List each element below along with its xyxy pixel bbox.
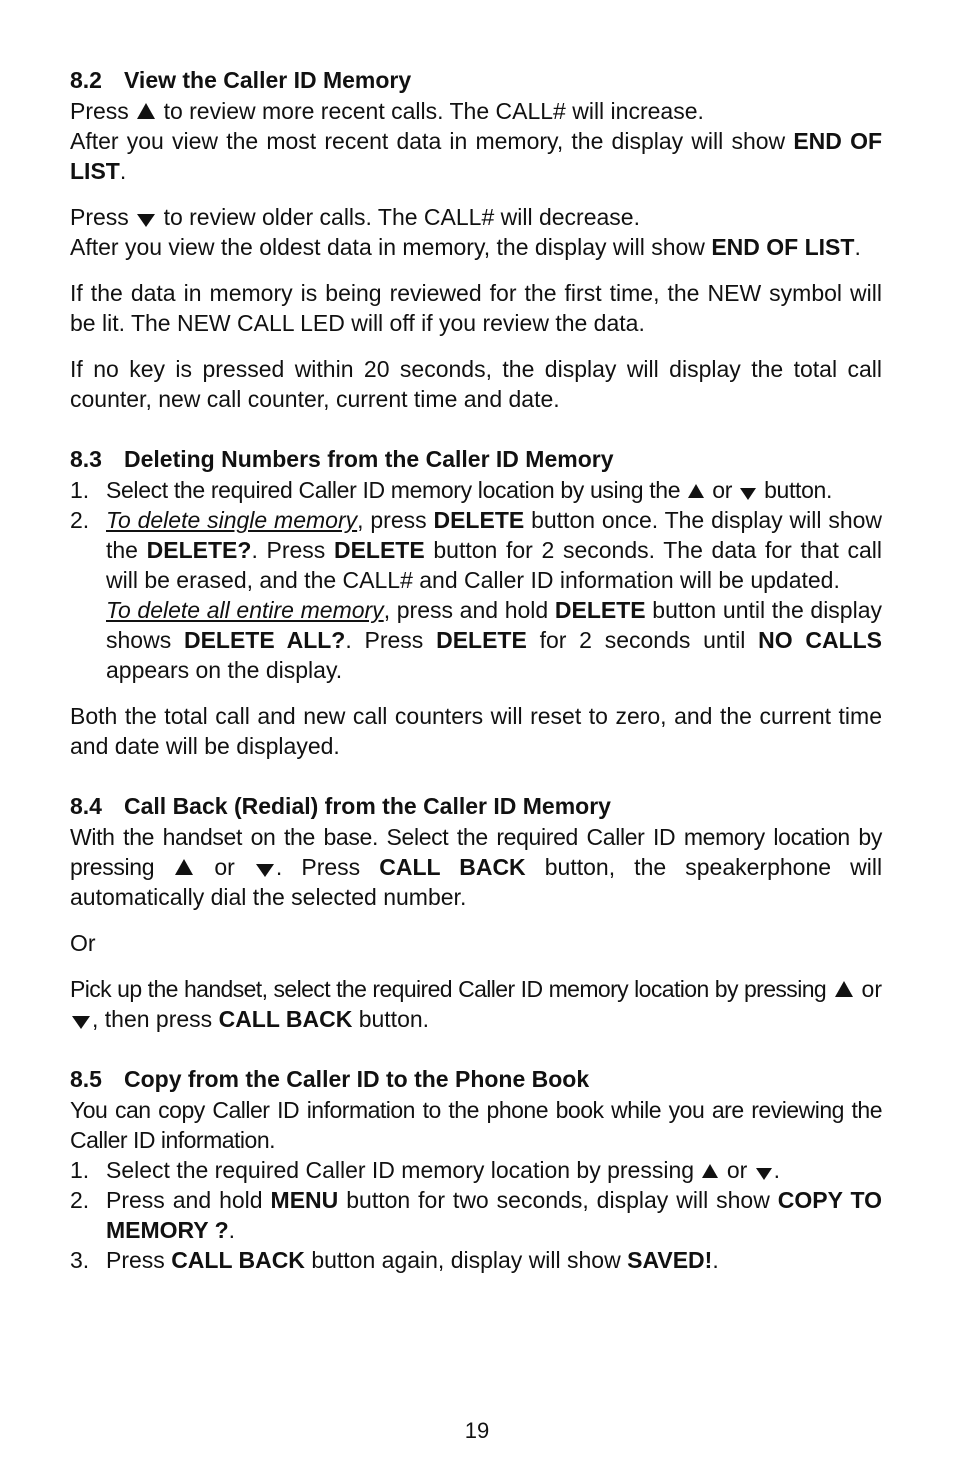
paragraph-counters-reset: Both the total call and new call counters will reset to zero, and the current time and date will be displayed.	[70, 703, 882, 759]
paragraph-new-symbol: If the data in memory is being reviewed for the first time, the NEW symbol will be lit. The NEW CALL LED will off if you review the data.	[70, 280, 882, 336]
text: button.	[358, 1006, 430, 1032]
paragraph-pick-up-handset	[70, 974, 882, 1034]
key-name: DELETE	[436, 627, 527, 653]
up-arrow-icon	[702, 1164, 718, 1178]
paragraph-handset-on-base	[70, 822, 882, 912]
emphasis-text: To delete single memory	[106, 507, 358, 533]
key-name: DELETE	[433, 507, 525, 533]
list-number: 3.	[70, 1247, 90, 1273]
text: .	[228, 1217, 236, 1243]
section-number: 8.3	[70, 446, 102, 472]
display-text: NO CALLS	[758, 627, 883, 653]
list-item	[70, 1245, 882, 1275]
text: appears on the display.	[106, 657, 343, 683]
text: button again, display will show	[311, 1247, 621, 1273]
list-number: 1.	[70, 477, 90, 503]
section-heading-8-3	[70, 443, 882, 475]
paragraph-up-review: Press to review more recent calls. The CALL# will increase. After you view the most recent data in memory, the display will show END OF LIST.	[70, 98, 883, 184]
text: to review older calls. The CALL# will decrease.	[163, 204, 640, 230]
display-text: DELETE ALL?	[183, 627, 346, 653]
text: button until the display shows	[106, 597, 882, 653]
key-name: DELETE	[554, 597, 646, 623]
text: .	[712, 1247, 719, 1273]
list-item	[70, 475, 882, 505]
text: Press and hold	[106, 1187, 263, 1213]
text: With the handset on the base. Select the required Caller ID memory location by pressing	[70, 824, 882, 880]
text: After you view the most recent data in memory, the display will show	[70, 128, 786, 154]
delete-steps-list	[70, 475, 882, 685]
text: .	[773, 1157, 781, 1183]
list-number: 2.	[70, 507, 90, 533]
section-title: Call Back (Redial) from the Caller ID Memory	[124, 793, 611, 819]
text: After you view the oldest data in memory, the display will show	[70, 234, 705, 260]
text: button once. The display will show the	[106, 507, 883, 563]
display-text-end-of-list: END OF LIST	[70, 128, 883, 184]
text: button, the speakerphone will automatically dial the selected number.	[70, 854, 883, 910]
text: Select the required Caller ID memory location by pressing	[106, 1157, 695, 1183]
key-name: MENU	[270, 1187, 339, 1213]
key-name: CALL BACK	[379, 854, 526, 880]
list-item	[70, 1185, 882, 1245]
section-title: Deleting Numbers from the Caller ID Memory	[124, 446, 614, 472]
text: or	[861, 976, 882, 1002]
section-heading-8-5	[70, 1063, 882, 1095]
list-item	[70, 1155, 882, 1185]
section-heading-8-2	[70, 64, 882, 96]
up-arrow-icon	[835, 981, 853, 997]
text: . Press	[345, 627, 424, 653]
text: Press	[106, 1247, 165, 1273]
section-number: 8.5	[70, 1066, 102, 1092]
text: to review more recent calls. The CALL# will increase.	[163, 98, 704, 124]
text: , then press	[92, 1006, 213, 1032]
text: or	[712, 477, 733, 503]
text: . Press	[251, 537, 326, 563]
display-text-end-of-list: END OF LIST	[711, 234, 855, 260]
manual-page	[70, 64, 882, 1275]
text: for 2 seconds until	[539, 627, 746, 653]
text: button for two seconds, display will show	[346, 1187, 770, 1213]
text: Select the required Caller ID memory location by using the	[106, 477, 681, 503]
key-name: CALL BACK	[218, 1006, 353, 1032]
up-arrow-icon	[137, 103, 155, 119]
copy-steps-list	[70, 1155, 882, 1275]
display-text: COPY TO MEMORY ?	[106, 1187, 883, 1243]
paragraph-down-review: Press to review older calls. The CALL# will decrease. After you view the oldest data in memory, the display will show END OF LIST.	[70, 204, 861, 260]
down-arrow-icon	[137, 214, 155, 227]
paragraph-timeout: If no key is pressed within 20 seconds, the display will display the total call counter, new call counter, current time and date.	[70, 356, 882, 412]
text: , press	[357, 507, 427, 533]
page-number: 19	[464, 1418, 490, 1443]
down-arrow-icon	[256, 864, 274, 877]
key-name: DELETE	[333, 537, 425, 563]
display-text: SAVED!	[627, 1247, 713, 1273]
text: Pick up the handset, select the required Caller ID memory location by pressing	[70, 976, 827, 1002]
section-title: View the Caller ID Memory	[124, 67, 412, 93]
text: button for 2 seconds. The data for that call will be erased, and the CALL# and Caller ID information will be updated.	[106, 537, 883, 593]
down-arrow-icon	[740, 488, 756, 500]
list-number: 1.	[70, 1157, 90, 1183]
section-number: 8.2	[70, 67, 102, 93]
list-item	[70, 505, 882, 685]
text: , press and hold	[383, 597, 549, 623]
up-arrow-icon	[688, 484, 704, 498]
section-title: Copy from the Caller ID to the Phone Book	[124, 1066, 590, 1092]
paragraph-or: Or	[70, 930, 96, 956]
down-arrow-icon	[72, 1016, 90, 1029]
text: button.	[764, 477, 832, 503]
emphasis-text: To delete all entire memory	[106, 597, 384, 623]
text: Press	[70, 204, 129, 230]
display-text: DELETE?	[146, 537, 252, 563]
down-arrow-icon	[756, 1168, 772, 1180]
section-number: 8.4	[70, 793, 102, 819]
text: or	[214, 854, 235, 880]
list-number: 2.	[70, 1187, 90, 1213]
text: . Press	[275, 854, 361, 880]
up-arrow-icon	[175, 859, 193, 875]
section-heading-8-4	[70, 790, 882, 822]
paragraph-copy-intro: You can copy Caller ID information to the phone book while you are reviewing the Caller ID information.	[70, 1097, 882, 1153]
text: or	[726, 1157, 748, 1183]
key-name: CALL BACK	[171, 1247, 305, 1273]
text: Press	[70, 98, 129, 124]
